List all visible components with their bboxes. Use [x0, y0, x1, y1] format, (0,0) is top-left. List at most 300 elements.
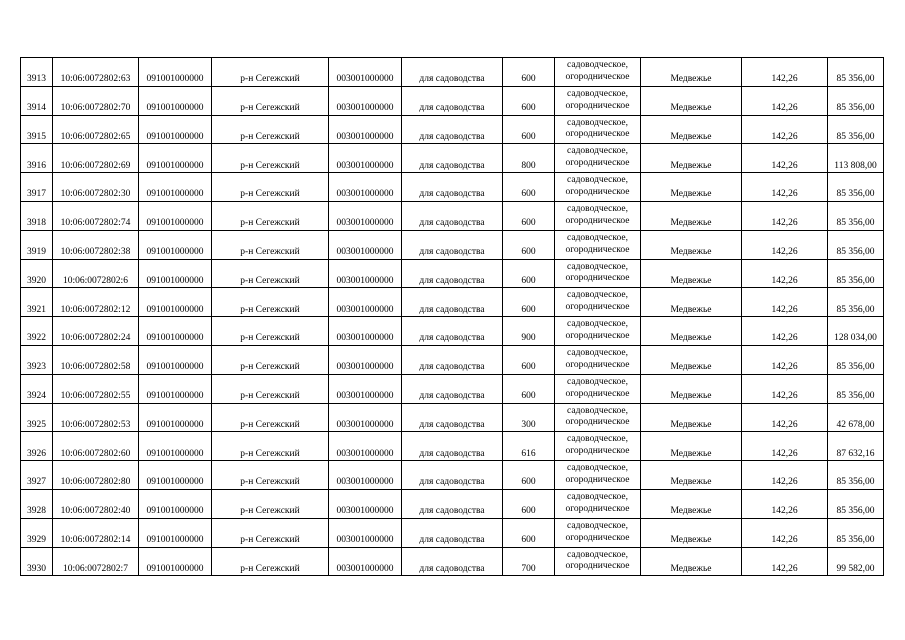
district-cell [212, 345, 329, 374]
category-code-text: 003001000000 [336, 419, 394, 430]
okato-code-text: 091001000000 [146, 477, 204, 488]
district-cell [212, 317, 329, 346]
cadastral-value-text: 85 356,00 [836, 506, 875, 517]
land-use-line-2: огородническое [565, 503, 630, 514]
cadastral-value-text: 85 356,00 [836, 189, 875, 200]
purpose-cell [402, 317, 503, 346]
locality-cell [641, 374, 742, 403]
area-text: 600 [521, 362, 536, 373]
category-code-cell [329, 461, 402, 490]
land-use-line-1: садоводческое, [567, 405, 628, 416]
row-number-text: 3915 [27, 131, 46, 142]
locality-text: Медвежье [670, 275, 712, 286]
category-code-cell [329, 144, 402, 173]
purpose-cell [402, 547, 503, 576]
purpose-text: для садоводства [419, 391, 485, 402]
area-cell [503, 461, 555, 490]
specific-value-cell [742, 115, 828, 144]
area-cell [503, 317, 555, 346]
category-code-cell [329, 547, 402, 576]
cadastral-value-cell [828, 201, 884, 230]
category-code-text: 003001000000 [336, 103, 394, 114]
row-number-cell [21, 230, 53, 259]
district-cell [212, 230, 329, 259]
row-number-cell [21, 489, 53, 518]
specific-value-cell [742, 518, 828, 547]
purpose-text: для садоводства [419, 333, 485, 344]
land-use-line-2: огородническое [565, 187, 630, 198]
area-cell [503, 288, 555, 317]
cadastral-number-text: 10:06:0072802:40 [60, 506, 131, 517]
locality-cell [641, 461, 742, 490]
district-cell [212, 374, 329, 403]
okato-code-text: 091001000000 [146, 563, 204, 574]
okato-code-cell [139, 86, 212, 115]
land-use-line-1: садоводческое, [567, 376, 628, 387]
okato-code-cell [139, 345, 212, 374]
cadastral-value-cell [828, 259, 884, 288]
specific-value-text: 142,26 [771, 333, 798, 344]
locality-cell [641, 115, 742, 144]
specific-value-cell [742, 259, 828, 288]
specific-value-text: 142,26 [771, 304, 798, 315]
cadastral-number-text: 10:06:0072802:24 [60, 333, 131, 344]
locality-text: Медвежье [670, 391, 712, 402]
locality-text: Медвежье [670, 333, 712, 344]
okato-code-cell [139, 547, 212, 576]
okato-code-cell [139, 403, 212, 432]
purpose-text: для садоводства [419, 74, 485, 85]
table-row [21, 432, 884, 461]
okato-code-text: 091001000000 [146, 362, 204, 373]
category-code-text: 003001000000 [336, 448, 394, 459]
locality-cell [641, 547, 742, 576]
cadastral-value-text: 85 356,00 [836, 275, 875, 286]
purpose-cell [402, 144, 503, 173]
cadastral-value-cell [828, 288, 884, 317]
locality-cell [641, 288, 742, 317]
district-text: р-н Сегежский [240, 448, 300, 459]
cadastral-value-text: 99 582,00 [836, 563, 875, 574]
row-number-cell [21, 403, 53, 432]
district-text: р-н Сегежский [240, 506, 300, 517]
land-use-cell [555, 144, 641, 173]
purpose-cell [402, 489, 503, 518]
specific-value-cell [742, 547, 828, 576]
area-text: 600 [521, 477, 536, 488]
locality-cell [641, 345, 742, 374]
specific-value-cell [742, 345, 828, 374]
land-use-line-1: садоводческое, [567, 319, 628, 330]
land-use-line-1: садоводческое, [567, 434, 628, 445]
specific-value-text: 142,26 [771, 189, 798, 200]
purpose-text: для садоводства [419, 419, 485, 430]
locality-cell [641, 317, 742, 346]
cadastral-value-cell [828, 115, 884, 144]
category-code-text: 003001000000 [336, 189, 394, 200]
table-row [21, 230, 884, 259]
land-use-line-2: огородническое [565, 273, 630, 284]
cadastral-number-cell [53, 317, 139, 346]
land-use-cell [555, 345, 641, 374]
purpose-text: для садоводства [419, 189, 485, 200]
land-use-line-1: садоводческое, [567, 232, 628, 243]
row-number-text: 3913 [27, 74, 46, 85]
land-use-line-2: огородническое [565, 129, 630, 140]
category-code-text: 003001000000 [336, 333, 394, 344]
table-row [21, 518, 884, 547]
specific-value-text: 142,26 [771, 477, 798, 488]
table-row [21, 403, 884, 432]
okato-code-cell [139, 317, 212, 346]
area-text: 600 [521, 74, 536, 85]
cadastral-number-cell [53, 144, 139, 173]
cadastral-number-cell [53, 288, 139, 317]
cadastral-number-text: 10:06:0072802:55 [60, 391, 131, 402]
purpose-cell [402, 259, 503, 288]
land-use-cell [555, 317, 641, 346]
cadastral-value-text: 128 034,00 [834, 333, 877, 344]
land-use-line-1: садоводческое, [567, 146, 628, 157]
cadastral-value-text: 85 356,00 [836, 391, 875, 402]
table-row [21, 547, 884, 576]
specific-value-text: 142,26 [771, 535, 798, 546]
land-use-cell [555, 259, 641, 288]
district-cell [212, 432, 329, 461]
land-use-line-2: огородническое [565, 158, 630, 169]
cadastral-number-text: 10:06:0072802:12 [60, 304, 131, 315]
row-number-text: 3914 [27, 103, 46, 114]
okato-code-cell [139, 489, 212, 518]
specific-value-text: 142,26 [771, 506, 798, 517]
area-text: 600 [521, 535, 536, 546]
cadastral-value-text: 85 356,00 [836, 477, 875, 488]
area-text: 900 [521, 333, 536, 344]
cadastral-number-text: 10:06:0072802:74 [60, 218, 131, 229]
land-use-line-1: садоводческое, [567, 463, 628, 474]
district-text: р-н Сегежский [240, 131, 300, 142]
purpose-text: для садоводства [419, 218, 485, 229]
district-cell [212, 547, 329, 576]
category-code-text: 003001000000 [336, 506, 394, 517]
locality-cell [641, 403, 742, 432]
cadastral-value-cell [828, 230, 884, 259]
area-cell [503, 403, 555, 432]
category-code-text: 003001000000 [336, 275, 394, 286]
cadastral-number-cell [53, 201, 139, 230]
land-use-cell [555, 201, 641, 230]
row-number-cell [21, 345, 53, 374]
row-number-text: 3930 [27, 563, 46, 574]
okato-code-cell [139, 201, 212, 230]
cadastral-value-text: 85 356,00 [836, 247, 875, 258]
cadastral-value-cell [828, 403, 884, 432]
okato-code-cell [139, 230, 212, 259]
locality-cell [641, 201, 742, 230]
district-cell [212, 518, 329, 547]
row-number-text: 3922 [27, 333, 46, 344]
purpose-cell [402, 518, 503, 547]
specific-value-cell [742, 230, 828, 259]
category-code-cell [329, 201, 402, 230]
land-use-cell [555, 374, 641, 403]
land-use-line-1: садоводческое, [567, 491, 628, 502]
category-code-text: 003001000000 [336, 218, 394, 229]
category-code-cell [329, 58, 402, 87]
purpose-cell [402, 288, 503, 317]
category-code-cell [329, 345, 402, 374]
area-text: 600 [521, 131, 536, 142]
cadastral-number-text: 10:06:0072802:7 [63, 563, 128, 574]
category-code-cell [329, 489, 402, 518]
category-code-text: 003001000000 [336, 563, 394, 574]
land-use-cell [555, 288, 641, 317]
row-number-text: 3916 [27, 160, 46, 171]
row-number-cell [21, 115, 53, 144]
cadastral-number-text: 10:06:0072802:70 [60, 103, 131, 114]
cadastral-number-cell [53, 259, 139, 288]
cadastral-value-cell [828, 86, 884, 115]
area-cell [503, 58, 555, 87]
locality-text: Медвежье [670, 563, 712, 574]
area-cell [503, 201, 555, 230]
cadastral-number-cell [53, 86, 139, 115]
locality-text: Медвежье [670, 448, 712, 459]
row-number-cell [21, 518, 53, 547]
district-cell [212, 489, 329, 518]
okato-code-text: 091001000000 [146, 419, 204, 430]
land-use-line-2: огородническое [565, 561, 630, 572]
row-number-cell [21, 144, 53, 173]
category-code-cell [329, 86, 402, 115]
area-cell [503, 374, 555, 403]
okato-code-text: 091001000000 [146, 535, 204, 546]
area-cell [503, 518, 555, 547]
category-code-text: 003001000000 [336, 131, 394, 142]
category-code-text: 003001000000 [336, 74, 394, 85]
land-use-line-2: огородническое [565, 331, 630, 342]
area-text: 600 [521, 247, 536, 258]
district-cell [212, 58, 329, 87]
row-number-text: 3920 [27, 275, 46, 286]
purpose-text: для садоводства [419, 448, 485, 459]
specific-value-text: 142,26 [771, 218, 798, 229]
table-row [21, 173, 884, 202]
cadastral-value-text: 85 356,00 [836, 218, 875, 229]
table-row [21, 86, 884, 115]
district-text: р-н Сегежский [240, 74, 300, 85]
land-use-line-2: огородническое [565, 71, 630, 82]
land-plots-table [20, 57, 884, 576]
district-cell [212, 259, 329, 288]
cadastral-number-text: 10:06:0072802:6 [63, 275, 128, 286]
land-use-line-1: садоводческое, [567, 117, 628, 128]
district-text: р-н Сегежский [240, 160, 300, 171]
land-use-line-1: садоводческое, [567, 60, 628, 71]
cadastral-number-cell [53, 58, 139, 87]
purpose-cell [402, 86, 503, 115]
cadastral-number-text: 10:06:0072802:63 [60, 74, 131, 85]
locality-cell [641, 259, 742, 288]
okato-code-text: 091001000000 [146, 103, 204, 114]
area-text: 600 [521, 391, 536, 402]
locality-text: Медвежье [670, 247, 712, 258]
land-use-line-2: огородническое [565, 532, 630, 543]
category-code-cell [329, 288, 402, 317]
locality-cell [641, 518, 742, 547]
okato-code-cell [139, 288, 212, 317]
category-code-cell [329, 230, 402, 259]
area-cell [503, 489, 555, 518]
area-cell [503, 345, 555, 374]
locality-text: Медвежье [670, 131, 712, 142]
okato-code-text: 091001000000 [146, 304, 204, 315]
cadastral-value-text: 42 678,00 [836, 419, 875, 430]
district-cell [212, 461, 329, 490]
land-use-cell [555, 432, 641, 461]
category-code-text: 003001000000 [336, 247, 394, 258]
district-text: р-н Сегежский [240, 535, 300, 546]
district-cell [212, 115, 329, 144]
purpose-text: для садоводства [419, 131, 485, 142]
specific-value-text: 142,26 [771, 103, 798, 114]
row-number-cell [21, 461, 53, 490]
specific-value-cell [742, 432, 828, 461]
locality-text: Медвежье [670, 103, 712, 114]
okato-code-text: 091001000000 [146, 218, 204, 229]
okato-code-text: 091001000000 [146, 160, 204, 171]
area-text: 600 [521, 218, 536, 229]
locality-text: Медвежье [670, 535, 712, 546]
land-use-line-2: огородническое [565, 215, 630, 226]
okato-code-cell [139, 58, 212, 87]
land-use-cell [555, 403, 641, 432]
district-text: р-н Сегежский [240, 189, 300, 200]
district-text: р-н Сегежский [240, 333, 300, 344]
locality-cell [641, 173, 742, 202]
category-code-cell [329, 259, 402, 288]
area-text: 600 [521, 189, 536, 200]
cadastral-value-text: 85 356,00 [836, 535, 875, 546]
okato-code-text: 091001000000 [146, 189, 204, 200]
land-use-cell [555, 518, 641, 547]
cadastral-number-cell [53, 173, 139, 202]
area-text: 600 [521, 275, 536, 286]
table-row [21, 201, 884, 230]
locality-cell [641, 86, 742, 115]
specific-value-cell [742, 288, 828, 317]
district-cell [212, 201, 329, 230]
area-cell [503, 86, 555, 115]
table-row [21, 115, 884, 144]
land-use-cell [555, 115, 641, 144]
land-use-line-1: садоводческое, [567, 204, 628, 214]
specific-value-text: 142,26 [771, 247, 798, 258]
purpose-text: для садоводства [419, 563, 485, 574]
locality-cell [641, 144, 742, 173]
area-cell [503, 259, 555, 288]
cadastral-value-text: 85 356,00 [836, 131, 875, 142]
row-number-cell [21, 288, 53, 317]
row-number-cell [21, 432, 53, 461]
cadastral-number-cell [53, 461, 139, 490]
okato-code-cell [139, 259, 212, 288]
cadastral-number-text: 10:06:0072802:14 [60, 535, 131, 546]
locality-text: Медвежье [670, 189, 712, 200]
row-number-text: 3926 [27, 448, 46, 459]
area-text: 600 [521, 304, 536, 315]
purpose-text: для садоводства [419, 160, 485, 171]
category-code-cell [329, 374, 402, 403]
specific-value-cell [742, 461, 828, 490]
locality-text: Медвежье [670, 362, 712, 373]
land-use-cell [555, 58, 641, 87]
specific-value-cell [742, 374, 828, 403]
locality-text: Медвежье [670, 419, 712, 430]
purpose-text: для садоводства [419, 275, 485, 286]
row-number-text: 3921 [27, 304, 46, 315]
land-use-cell [555, 489, 641, 518]
category-code-cell [329, 432, 402, 461]
land-use-line-1: садоводческое, [567, 347, 628, 358]
specific-value-text: 142,26 [771, 362, 798, 373]
row-number-text: 3919 [27, 247, 46, 258]
row-number-text: 3928 [27, 506, 46, 517]
row-number-text: 3924 [27, 391, 46, 402]
purpose-text: для садоводства [419, 103, 485, 114]
purpose-cell [402, 461, 503, 490]
row-number-cell [21, 547, 53, 576]
purpose-text: для садоводства [419, 304, 485, 315]
purpose-text: для садоводства [419, 506, 485, 517]
purpose-cell [402, 403, 503, 432]
land-use-line-2: огородническое [565, 359, 630, 370]
specific-value-cell [742, 173, 828, 202]
specific-value-text: 142,26 [771, 74, 798, 85]
area-cell [503, 432, 555, 461]
cadastral-value-cell [828, 317, 884, 346]
cadastral-value-text: 85 356,00 [836, 362, 875, 373]
land-use-cell [555, 461, 641, 490]
area-cell [503, 230, 555, 259]
district-text: р-н Сегежский [240, 391, 300, 402]
specific-value-cell [742, 86, 828, 115]
land-use-cell [555, 230, 641, 259]
specific-value-text: 142,26 [771, 391, 798, 402]
area-cell [503, 144, 555, 173]
locality-text: Медвежье [670, 74, 712, 85]
cadastral-number-text: 10:06:0072802:80 [60, 477, 131, 488]
row-number-text: 3923 [27, 362, 46, 373]
land-use-cell [555, 547, 641, 576]
table-row [21, 259, 884, 288]
category-code-text: 003001000000 [336, 477, 394, 488]
district-cell [212, 288, 329, 317]
locality-cell [641, 489, 742, 518]
purpose-cell [402, 58, 503, 87]
land-use-line-1: садоводческое, [567, 549, 628, 560]
cadastral-number-cell [53, 432, 139, 461]
cadastral-number-cell [53, 489, 139, 518]
cadastral-value-cell [828, 518, 884, 547]
purpose-cell [402, 115, 503, 144]
land-use-line-2: огородническое [565, 100, 630, 111]
purpose-text: для садоводства [419, 535, 485, 546]
row-number-text: 3927 [27, 477, 46, 488]
district-text: р-н Сегежский [240, 247, 300, 258]
purpose-cell [402, 345, 503, 374]
land-use-line-1: садоводческое, [567, 88, 628, 99]
